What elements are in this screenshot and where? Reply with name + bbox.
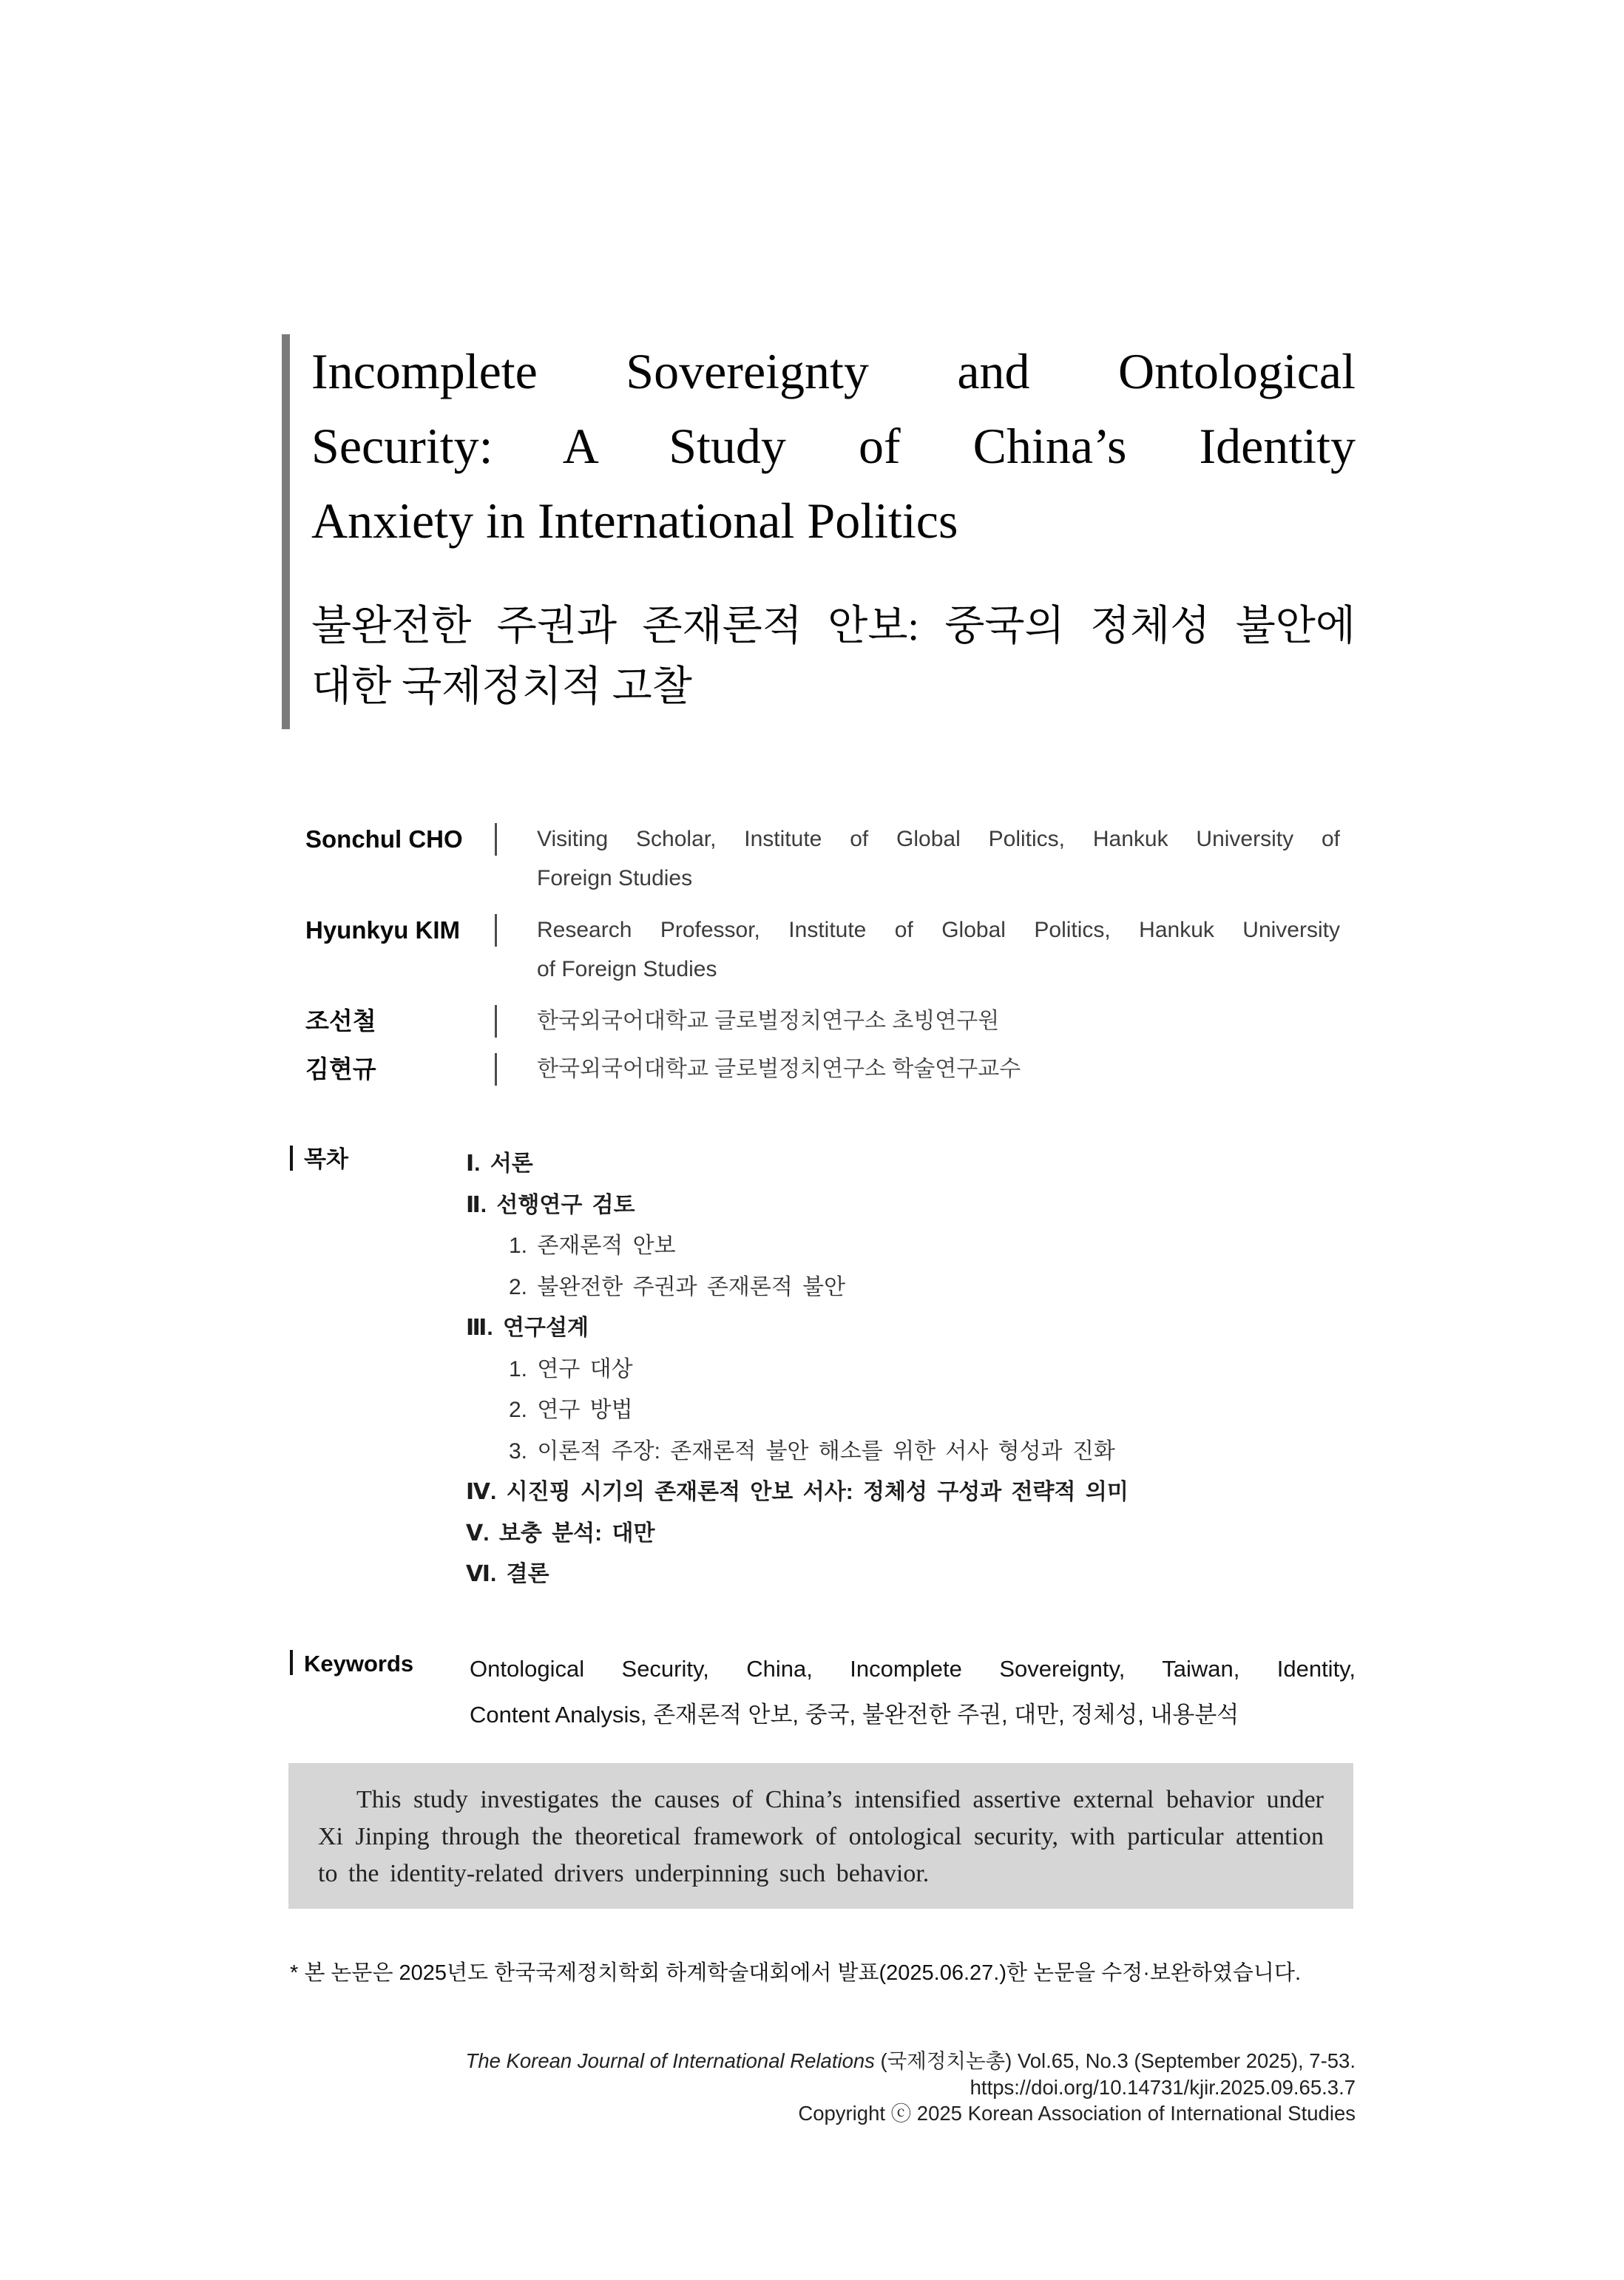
label-bar-icon	[290, 1650, 293, 1675]
author-row	[305, 1049, 1356, 1089]
title-english-line-3: Anxiety in International Politics	[311, 493, 958, 549]
keywords-label-text: Keywords	[304, 1651, 414, 1677]
author-separator-bar	[495, 1005, 497, 1038]
toc-item: Ⅴ. 보충 분석: 대만	[466, 1520, 655, 1546]
journal-doi: https://doi.org/10.14731/kjir.2025.09.65.3.7	[970, 2075, 1356, 2099]
toc-item: 3. 이론적 주장: 존재론적 불안 해소를 위한 서사 형성과 진화	[509, 1438, 1115, 1464]
journal-imprint	[290, 2048, 1356, 2127]
author-separator-bar	[495, 1053, 497, 1086]
title-accent-bar	[282, 334, 290, 729]
author-affiliation	[537, 910, 1340, 989]
toc-item: Ⅳ. 시진핑 시기의 존재론적 안보 서사: 정체성 구성과 전략적 의미	[466, 1480, 1129, 1504]
author-separator-bar	[495, 823, 497, 856]
title-korean-line-2: 대한 국제정치적 고찰	[311, 664, 692, 710]
toc-list	[466, 1143, 1361, 1595]
author-name: 조선철	[305, 1007, 376, 1035]
paper-title-english	[311, 334, 1356, 558]
journal-issue-info: (국제정치논총) Vol.65, No.3 (September 2025), 7-53.	[874, 2049, 1356, 2072]
toc-item: 2. 연구 방법	[509, 1398, 633, 1422]
keywords-line: Content Analysis, 존재론적 안보, 중국, 불완전한 주권, 대만, 정체성, 내용분석	[470, 1702, 1239, 1728]
author-affiliation	[537, 819, 1340, 898]
title-korean-line-1: 불완전한 주권과 존재론적 안보: 중국의 정체성 불안에	[311, 603, 1356, 649]
author-name: Sonchul CHO	[305, 825, 463, 853]
toc-item: Ⅲ. 연구설계	[466, 1316, 589, 1340]
author-affiliation-line: 한국외국어대학교 글로벌정치연구소 초빙연구원	[537, 1009, 1000, 1033]
conference-footnote: * 본 논문은 2025년도 한국국제정치학회 하계학술대회에서 발표(2025.06.27.)한 논문을 수정·보완하였습니다.	[290, 1961, 1302, 1985]
toc-item: Ⅱ. 선행연구 검토	[466, 1192, 635, 1217]
abstract-text: This study investigates the causes of China’s intensified assertive external behavior under Xi Jinping through the theoretical framework of ontological security, with particular attention to the identity-related drivers underpinning such behavior.	[318, 1786, 1324, 1887]
journal-copyright: Copyright ⓒ 2025 Korean Association of International Studies	[798, 2102, 1356, 2125]
journal-name: The Korean Journal of International Relations	[465, 2049, 875, 2072]
label-bar-icon	[290, 1146, 293, 1171]
toc-label-text: 목차	[304, 1146, 348, 1172]
title-english-line-1: Incomplete Sovereignty and Ontological	[311, 343, 1356, 399]
toc-item: Ⅵ. 결론	[466, 1562, 549, 1586]
keywords-line: Ontological Security, China, Incomplete Sovereignty, Taiwan, Identity,	[470, 1656, 1356, 1682]
title-english-line-2: Security: A Study of China’s Identity	[311, 418, 1356, 474]
author-affiliation-line: Visiting Scholar, Institute of Global Politics, Hankuk University of	[537, 827, 1340, 851]
author-affiliation	[537, 1001, 1340, 1041]
author-name: Hyunkyu KIM	[305, 916, 461, 944]
author-row	[305, 819, 1356, 898]
toc-item: 1. 존재론적 안보	[509, 1234, 676, 1258]
authors-block	[305, 819, 1356, 1097]
journal-citation-line	[290, 2048, 1356, 2074]
author-separator-bar	[495, 914, 497, 947]
author-row	[305, 1001, 1356, 1041]
author-affiliation-line: Foreign Studies	[537, 866, 693, 890]
keywords-text	[470, 1646, 1356, 1738]
author-affiliation-line: Research Professor, Institute of Global Politics, Hankuk University	[537, 918, 1340, 942]
paper-title-korean	[311, 596, 1356, 717]
toc-label	[290, 1145, 348, 1174]
abstract-box	[288, 1763, 1353, 1909]
toc-item: Ⅰ. 서론	[466, 1151, 533, 1176]
author-affiliation-line: 한국외국어대학교 글로벌정치연구소 학술연구교수	[537, 1057, 1021, 1081]
toc-item: 2. 불완전한 주권과 존재론적 불안	[509, 1274, 846, 1299]
keywords-label	[290, 1649, 413, 1679]
author-name: 김현규	[305, 1055, 376, 1083]
author-affiliation-line: of Foreign Studies	[537, 957, 717, 981]
toc-item: 1. 연구 대상	[509, 1356, 633, 1381]
author-row	[305, 910, 1356, 989]
author-affiliation	[537, 1049, 1340, 1089]
